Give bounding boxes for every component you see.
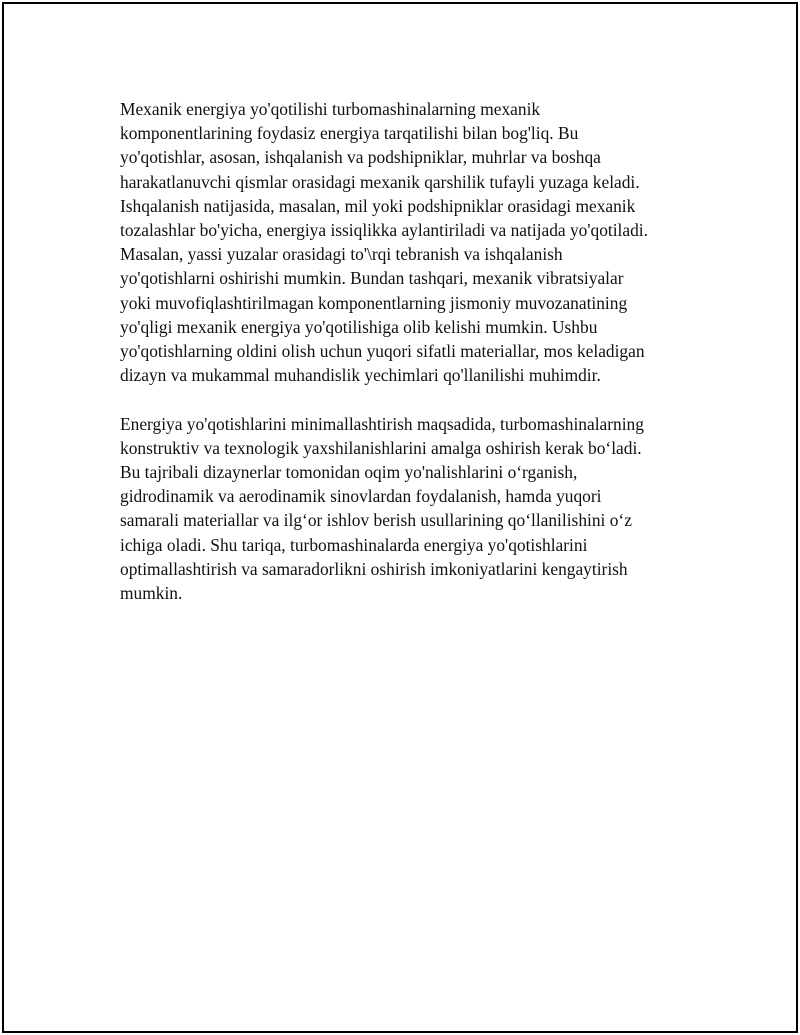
- text-line: harakatlanuvchi qismlar orasidagi mexanik qarshilik tufayli yuzaga keladi.: [120, 171, 640, 192]
- paragraph-mechanical-losses: [120, 97, 686, 387]
- text-line: yo'qligi mexanik energiya yo'qotilishiga olib kelishi mumkin. Ushbu: [120, 316, 598, 337]
- document-page: [2, 2, 798, 1033]
- text-line: mumkin.: [120, 583, 183, 604]
- text-line: tozalashlar bo'yicha, energiya issiqlikka aylantiriladi va natijada yo'qotiladi.: [120, 220, 648, 241]
- text-line: optimallashtirish va samaradorlikni oshirish imkoniyatlarini kengaytirish: [120, 558, 628, 579]
- text-line: konstruktiv va texnologik yaxshilanishlarini amalga oshirish kerak boʻladi.: [120, 437, 642, 458]
- text-line: yo'qotishlarni oshirishi mumkin. Bundan tashqari, mexanik vibratsiyalar: [120, 268, 624, 289]
- text-line: yo'qotishlar, asosan, ishqalanish va podshipniklar, muhrlar va boshqa: [120, 147, 601, 168]
- text-line: dizayn va mukammal muhandislik yechimlari qo'llanilishi muhimdir.: [120, 365, 601, 386]
- text-line: gidrodinamik va aerodinamik sinovlardan foydalanish, hamda yuqori: [120, 486, 602, 507]
- text-line: komponentlarining foydasiz energiya tarqatilishi bilan bog'liq. Bu: [120, 123, 579, 144]
- text-line: samarali materiallar va ilgʻor ishlov berish usullarining qoʻllanilishini oʻz: [120, 510, 632, 531]
- text-line: ichiga oladi. Shu tariqa, turbomashinalarda energiya yo'qotishlarini: [120, 534, 588, 555]
- text-line: Mexanik energiya yo'qotilishi turbomashinalarning mexanik: [120, 99, 541, 119]
- text-line: yoki muvofiqlashtirilmagan komponentlarning jismoniy muvozanatining: [120, 292, 628, 313]
- text-line: Energiya yo'qotishlarini minimallashtirish maqsadida, turbomashinalarning: [120, 413, 644, 434]
- text-line: Bu tajribali dizaynerlar tomonidan oqim yo'nalishlarini oʻrganish,: [120, 462, 578, 483]
- paragraph-minimizing-losses: [120, 412, 686, 606]
- text-line: Ishqalanish natijasida, masalan, mil yoki podshipniklar orasidagi mexanik: [120, 195, 636, 216]
- text-line: Masalan, yassi yuzalar orasidagi to'\rqi tebranish va ishqalanish: [120, 244, 563, 265]
- document-body: [120, 97, 686, 605]
- text-line: yo'qotishlarning oldini olish uchun yuqori sifatli materiallar, mos keladigan: [120, 341, 645, 362]
